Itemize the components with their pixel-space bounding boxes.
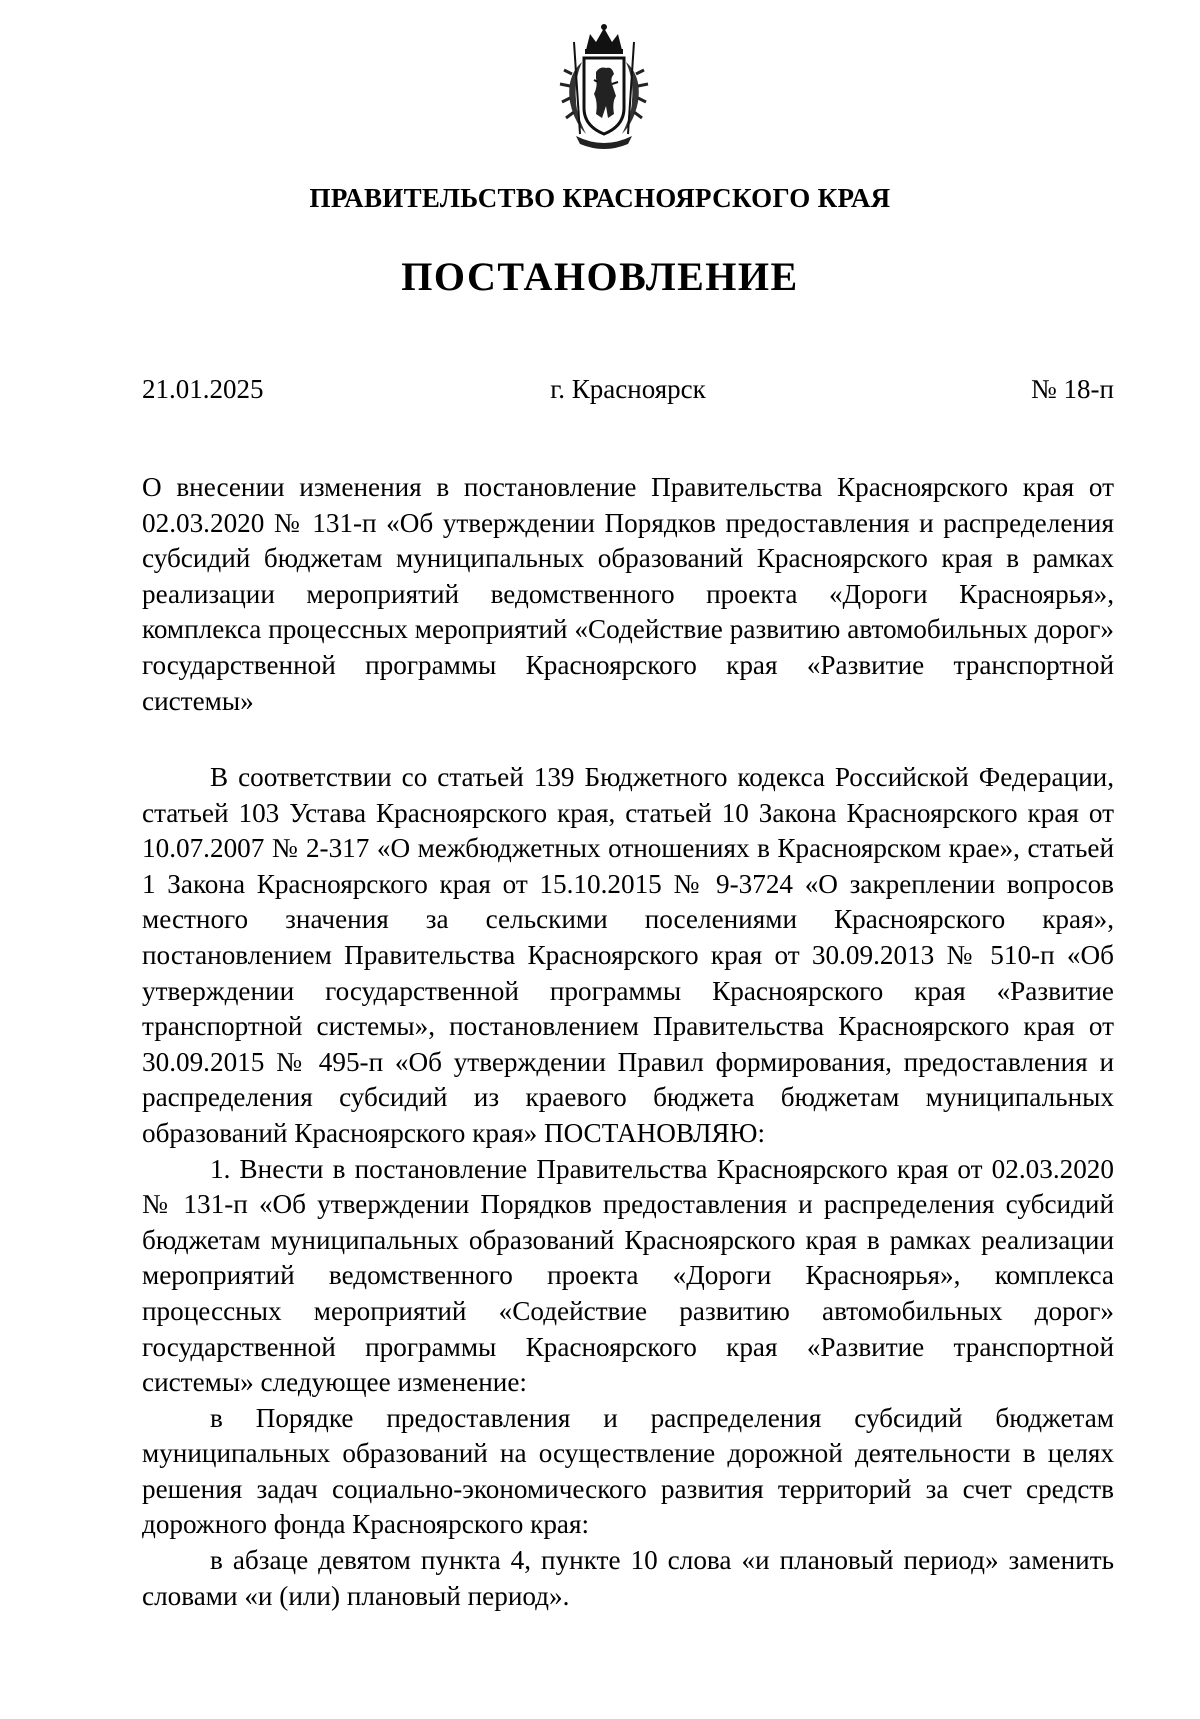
body-paragraph-item-1: 1. Внести в постановление Правительства Красноярского края от 02.03.2020 № 131-п «Об утверждении Порядков предоставления и распределения субсидий бюджетам муниципальных образований Красноярского края в рамках реализации мероприятий ведомственного проекта «Дороги Красноярья», комплекса процессных мероприятий «Содействие развитию автомобильных дорог» государственной программы Красноярского края «Развитие транспортной системы» следующее изменение: bbox=[142, 1153, 1114, 1398]
body-paragraph-change: в абзаце девятом пункта 4, пункте 10 слова «и плановый период» заменить словами «и (или) плановый период». bbox=[142, 1545, 1114, 1611]
body-paragraph-preamble: В соответствии со статьей 139 Бюджетного кодекса Российской Федерации, статьей 103 Устава Красноярского края, статьей 10 Закона Красноярского края от 10.07.2007 № 2-317 «О межбюджетных отношениях в Красноярском крае», статьей 1 Закона Красноярского края от 15.10.2015 № 9-3724 «О закреплении вопросов местного значения за сельскими поселениями Красноярского края», постановлением Правительства Красноярского края от 30.09.2013 № 510-п «Об утверждении государственной программы Красноярского края «Развитие транспортной системы», постановлением Правительства Красноярского края от 30.09.2015 № 495-п «Об утверждении Правил формирования, предоставления и распределения субсидий из краевого бюджета бюджетам муниципальных образований Красноярского края» ПОСТАНОВЛЯЮ: bbox=[142, 762, 1114, 1148]
document-body bbox=[142, 760, 1114, 1614]
government-title: ПРАВИТЕЛЬСТВО КРАСНОЯРСКОГО КРАЯ bbox=[309, 183, 891, 213]
document-subject: О внесении изменения в постановление Правительства Красноярского края от 02.03.2020 № 131-п «Об утверждении Порядков предоставления и распределения субсидий бюджетам муниципальных образований Красноярского края в рамках реализации мероприятий ведомственного проекта «Дороги Красноярья», комплекса процессных мероприятий «Содействие развитию автомобильных дорог» государственной программы Красноярского края «Развитие транспортной системы» bbox=[142, 472, 1114, 716]
document-meta-row bbox=[142, 374, 1114, 408]
document-date: 21.01.2025 bbox=[142, 374, 264, 404]
body-paragraph-order-reference: в Порядке предоставления и распределения субсидий бюджетам муниципальных образований на осуществление дорожной деятельности в целях решения задач социально-экономического развития территорий за счет средств дорожного фонда Красноярского края: bbox=[142, 1402, 1114, 1540]
document-number: № 18-п bbox=[1031, 374, 1114, 404]
document-type-title: ПОСТАНОВЛЕНИЕ bbox=[401, 254, 799, 299]
document-city: г. Красноярск bbox=[550, 374, 706, 404]
krasnoyarsk-coat-of-arms-icon bbox=[556, 22, 652, 154]
